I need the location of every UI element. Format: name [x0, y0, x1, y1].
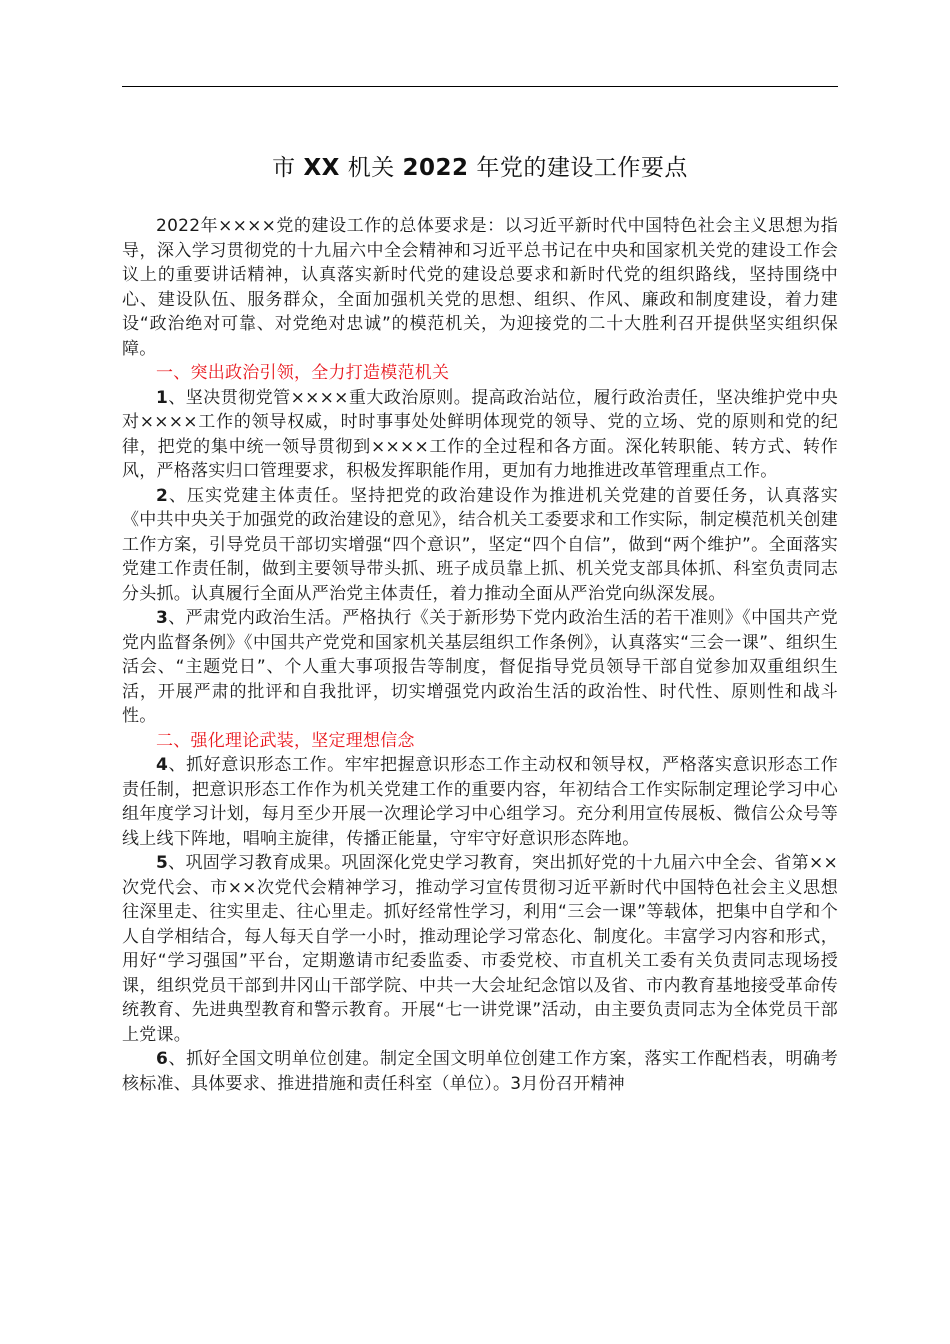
item-paragraph-4: [122, 753, 838, 851]
item-number: 5: [156, 853, 169, 873]
item-paragraph-1: [122, 386, 838, 484]
document-title: [122, 150, 838, 186]
item-paragraph-5: [122, 851, 838, 1047]
document-body: [122, 214, 838, 1096]
title-prefix: 市: [272, 155, 296, 181]
header-rule: [122, 86, 838, 87]
item-number: 2: [156, 485, 169, 506]
section-heading-1: 一、突出政治引领，全力打造模范机关: [156, 363, 450, 383]
item-text: 、严肃党内政治生活。严格执行《关于新形势下党内政治生活的若干准则》《中国共产党党内监督条例》《中国共产党党和国家机关基层组织工作条例》，认真落实“三会一课”、组织生活会、“主题党日”、个人重大事项报告等制度，督促指导党员领导干部自觉参加双重组织生活，开展严肃的批评和自我批评，切实增强党内政治生活的政治性、时代性、原则性和战斗性。: [122, 608, 838, 726]
intro-paragraph: 2022年××××党的建设工作的总体要求是：以习近平新时代中国特色社会主义思想为指导，深入学习贯彻党的十九届六中全会精神和习近平总书记在中央和国家机关党的建设工作会议上的重要讲话精神，认真落实新时代党的建设总要求和新时代党的组织路线，坚持围绕中心、建设队伍、服务群众，全面加强机关党的思想、组织、作风、廉政和制度建设，着力建设“政治绝对可靠、对党绝对忠诚”的模范机关，为迎接党的二十大胜利召开提供坚实组织保障。: [122, 216, 838, 359]
item-paragraph-3: [122, 606, 838, 729]
title-suffix: 年党的建设工作要点: [476, 155, 688, 181]
title-xx: XX: [303, 155, 340, 181]
item-paragraph-6: [122, 1047, 838, 1096]
item-text: 、抓好全国文明单位创建。制定全国文明单位创建工作方案，落实工作配档表，明确考核标准、具体要求、推进措施和责任科室（单位）。3月份召开精神: [122, 1049, 838, 1094]
title-year: 2022: [402, 155, 469, 181]
item-number: 3: [156, 608, 169, 628]
title-middle: 机关: [347, 155, 395, 181]
item-text: 、抓好意识形态工作。牢牢把握意识形态工作主动权和领导权，严格落实意识形态工作责任制，把意识形态工作作为机关党建工作的重要内容，年初结合工作实际制定理论学习中心组年度学习计划，每月至少开展一次理论学习中心组学习。充分利用宣传展板、微信公众号等线上线下阵地，唱响主旋律，传播正能量，守牢守好意识形态阵地。: [122, 755, 838, 849]
section-heading-2: 二、强化理论武装，坚定理想信念: [156, 730, 415, 751]
item-text: 、压实党建主体责任。坚持把党的政治建设作为推进机关党建的首要任务，认真落实《中共中央关于加强党的政治建设的意见》，结合机关工委要求和工作实际，制定模范机关创建工作方案，引导党员干部切实增强“四个意识”，坚定“四个自信”，做到“两个维护”。全面落实党建工作责任制，做到主要领导带头抓、班子成员靠上抓、机关党支部具体抓、科室负责同志分头抓。认真履行全面从严治党主体责任，着力推动全面从严治党向纵深发展。: [122, 485, 838, 604]
item-number: 1: [156, 387, 169, 408]
item-number: 6: [156, 1049, 169, 1069]
item-text: 、坚决贯彻党管××××重大政治原则。提高政治站位，履行政治责任，坚决维护党中央对××××工作的领导权威，时时事事处处鲜明体现党的领导、党的立场、党的原则和党的纪律，把党的集中统一领导贯彻到××××工作的全过程和各方面。深化转职能、转方式、转作风，严格落实归口管理要求，积极发挥职能作用，更加有力地推进改革管理重点工作。: [122, 387, 838, 481]
item-paragraph-2: [122, 484, 838, 607]
item-number: 4: [156, 755, 169, 775]
item-text: 、巩固学习教育成果。巩固深化党史学习教育，突出抓好党的十九届六中全会、省第××次党代会、市××次党代会精神学习，推动学习宣传贯彻习近平新时代中国特色社会主义思想往深里走、往实里走、往心里走。抓好经常性学习，利用“三会一课”等载体，把集中自学和个人自学相结合，每人每天自学一小时，推动理论学习常态化、制度化。丰富学习内容和形式，用好“学习强国”平台，定期邀请市纪委监委、市委党校、市直机关工委有关负责同志现场授课，组织党员干部到井冈山干部学院、中共一大会址纪念馆以及省、市内教育基地接受革命传统教育、先进典型教育和警示教育。开展“七一讲党课”活动，由主要负责同志为全体党员干部上党课。: [122, 853, 838, 1045]
